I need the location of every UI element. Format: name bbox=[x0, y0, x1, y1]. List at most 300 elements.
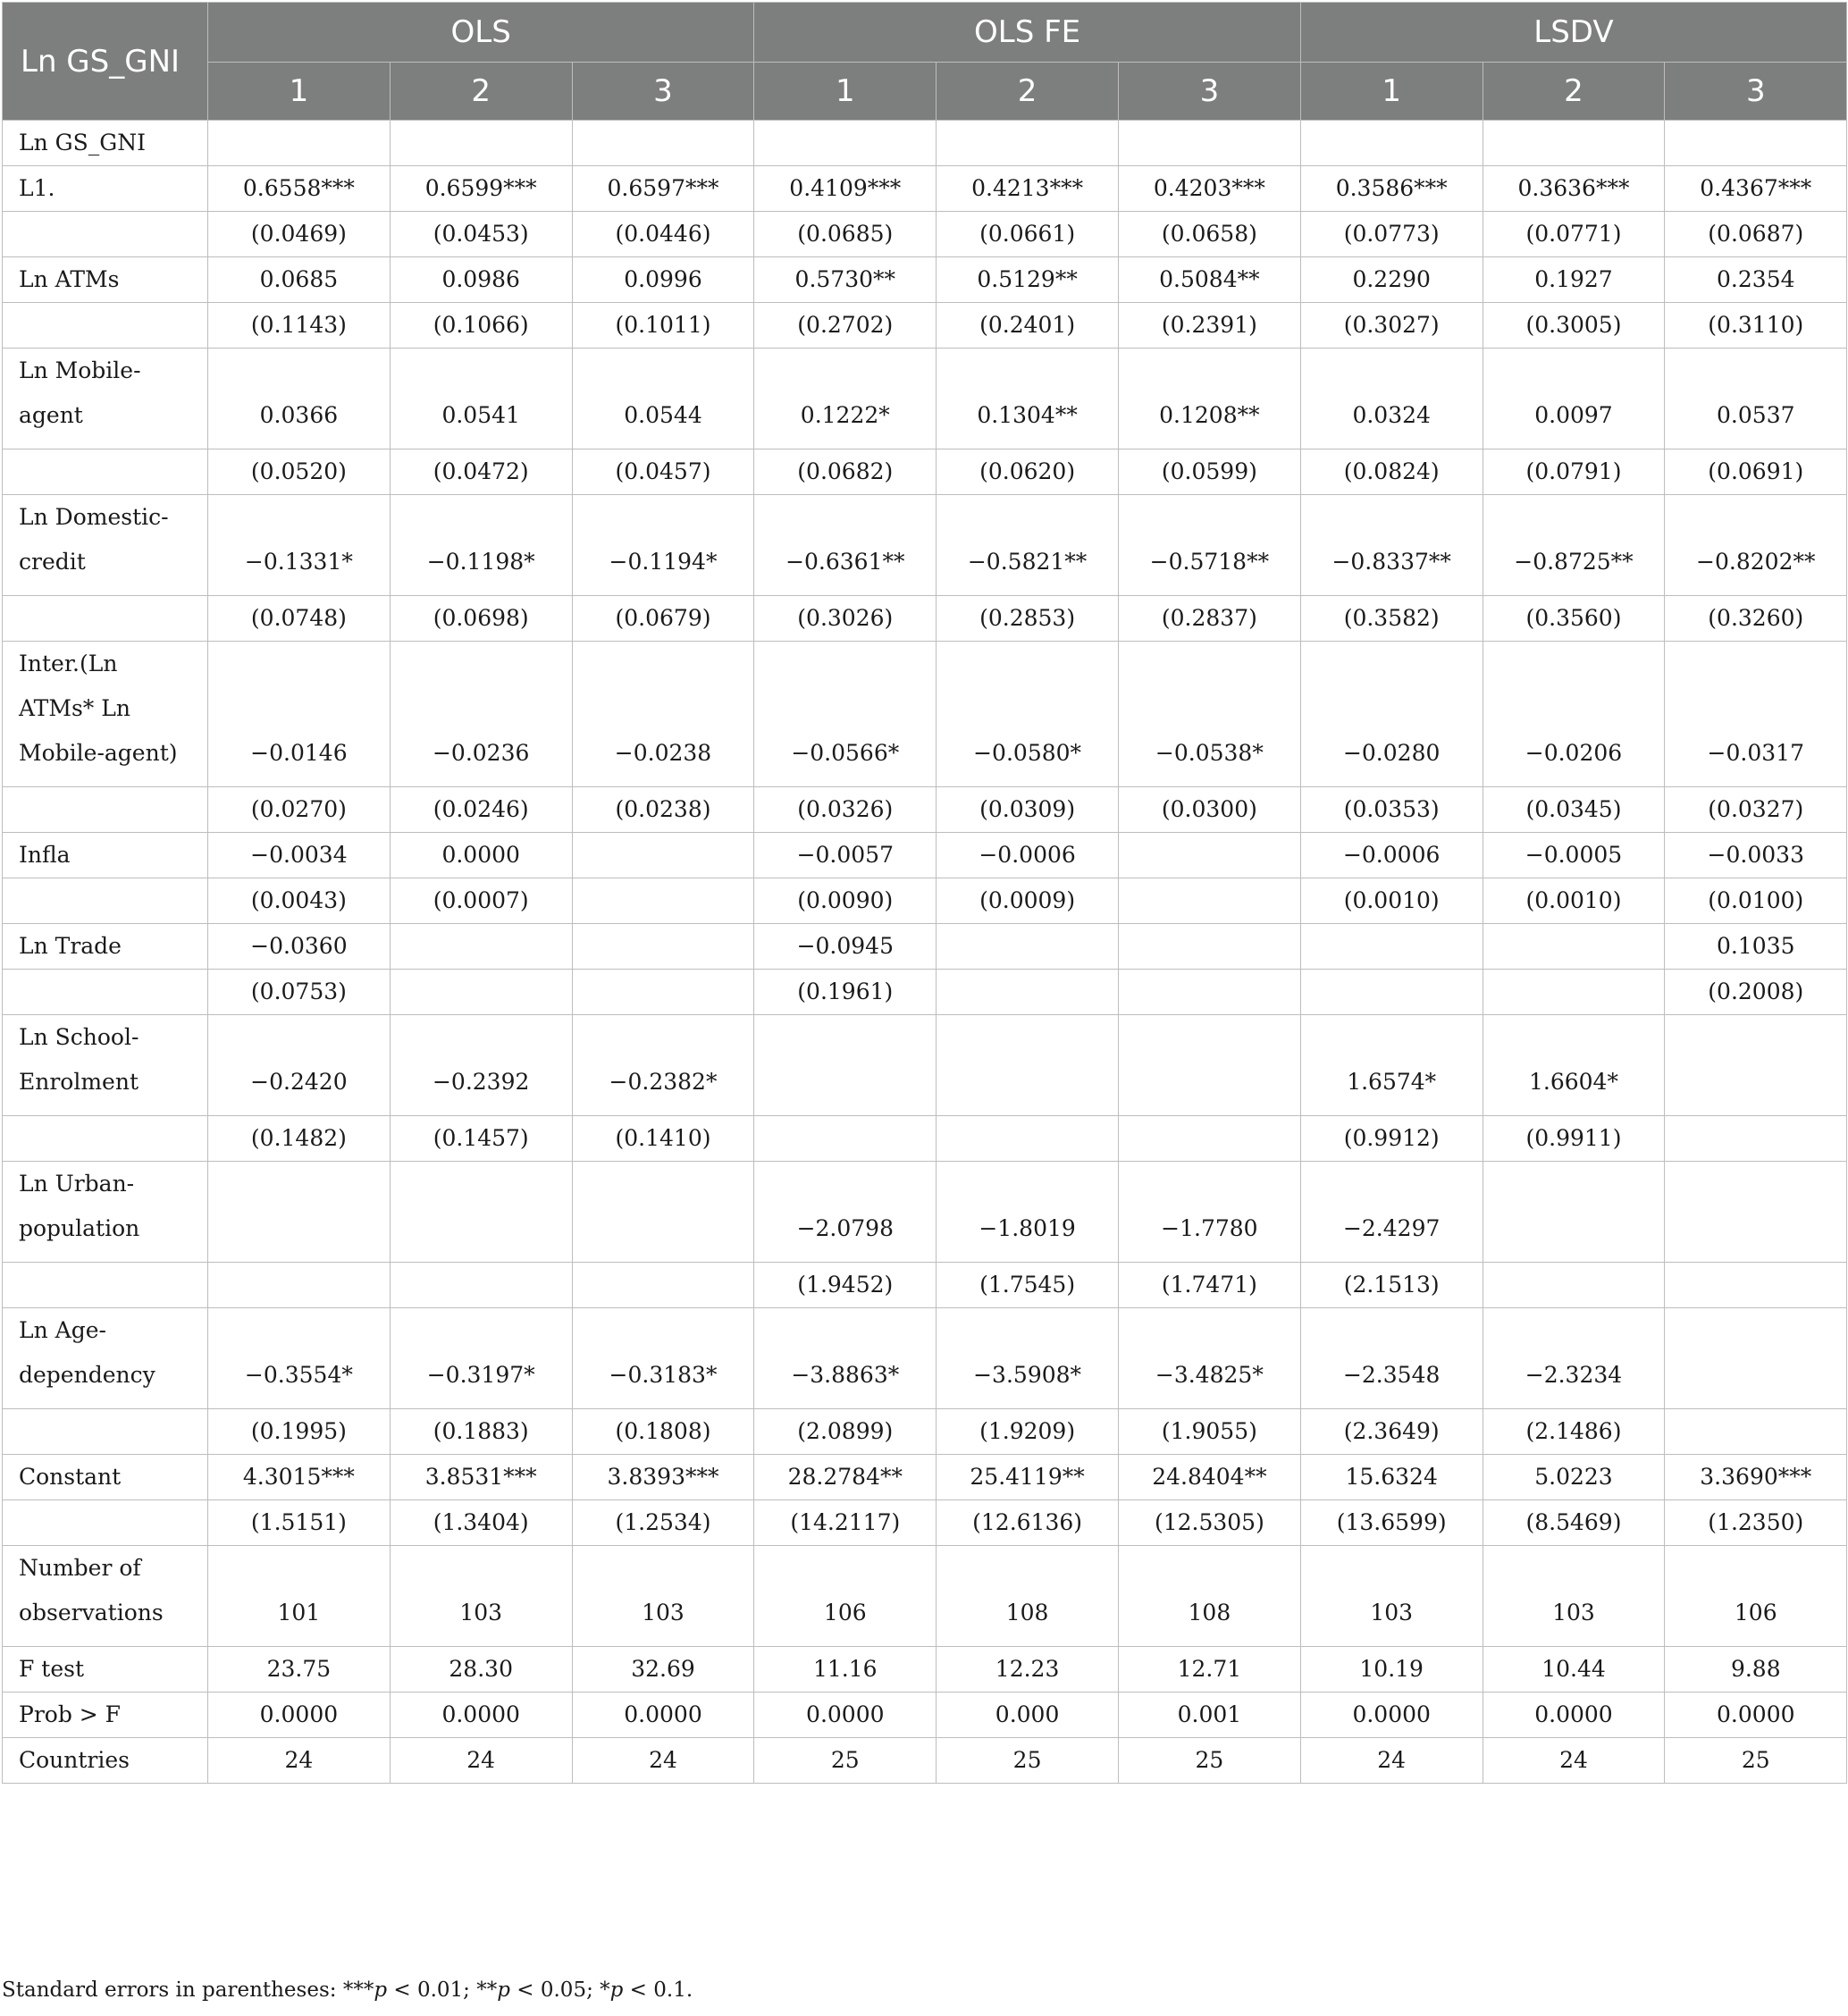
row-label bbox=[3, 303, 208, 349]
table-cell: 0.0996 bbox=[572, 257, 754, 303]
table-cell: 0.3636*** bbox=[1483, 166, 1665, 212]
table-row bbox=[3, 257, 1847, 303]
table-cell bbox=[390, 970, 572, 1015]
table-cell bbox=[1483, 924, 1665, 970]
table-row bbox=[3, 787, 1847, 833]
header-row-groups bbox=[3, 3, 1847, 63]
table-cell bbox=[572, 878, 754, 924]
table-cell: 0.1208** bbox=[1118, 349, 1300, 449]
table-cell: −0.0006 bbox=[1300, 833, 1483, 878]
table-cell bbox=[390, 121, 572, 166]
table-cell: 103 bbox=[572, 1546, 754, 1647]
table-cell bbox=[572, 1162, 754, 1263]
table-cell: (0.2008) bbox=[1665, 970, 1847, 1015]
table-cell: (0.0327) bbox=[1665, 787, 1847, 833]
table-cell: 0.0000 bbox=[1483, 1693, 1665, 1738]
table-cell: 0.1304** bbox=[937, 349, 1119, 449]
table-row bbox=[3, 212, 1847, 257]
row-label: Ln Domestic- credit bbox=[3, 495, 208, 596]
table-cell: 0.0541 bbox=[390, 349, 572, 449]
table-row bbox=[3, 878, 1847, 924]
row-label: Ln Age- dependency bbox=[3, 1308, 208, 1409]
table-row bbox=[3, 924, 1847, 970]
row-label: Ln Mobile- agent bbox=[3, 349, 208, 449]
table-cell bbox=[572, 121, 754, 166]
table-cell: −0.5718** bbox=[1118, 495, 1300, 596]
table-cell: 0.2354 bbox=[1665, 257, 1847, 303]
table-cell bbox=[1483, 1162, 1665, 1263]
table-cell: (1.2350) bbox=[1665, 1500, 1847, 1546]
table-cell: (0.0599) bbox=[1118, 449, 1300, 495]
table-row bbox=[3, 166, 1847, 212]
table-cell: 0.4367*** bbox=[1665, 166, 1847, 212]
table-row bbox=[3, 596, 1847, 642]
table-cell: (0.0309) bbox=[937, 787, 1119, 833]
table-cell bbox=[1665, 121, 1847, 166]
table-cell: 0.0537 bbox=[1665, 349, 1847, 449]
table-cell: 24 bbox=[208, 1738, 391, 1784]
table-cell: (0.0238) bbox=[572, 787, 754, 833]
table-cell: (0.0658) bbox=[1118, 212, 1300, 257]
table-cell: 24 bbox=[390, 1738, 572, 1784]
table-cell bbox=[1118, 924, 1300, 970]
table-cell: (0.1482) bbox=[208, 1116, 391, 1162]
table-cell: 101 bbox=[208, 1546, 391, 1647]
table-cell: −0.2382* bbox=[572, 1015, 754, 1116]
table-cell: 0.0000 bbox=[754, 1693, 937, 1738]
table-cell: (0.3582) bbox=[1300, 596, 1483, 642]
table-cell: (2.0899) bbox=[754, 1409, 937, 1455]
table-cell: 0.0000 bbox=[390, 833, 572, 878]
table-cell: (0.0457) bbox=[572, 449, 754, 495]
table-cell: 0.6597*** bbox=[572, 166, 754, 212]
table-cell: 106 bbox=[754, 1546, 937, 1647]
table-cell bbox=[1118, 1116, 1300, 1162]
row-label: Number of observations bbox=[3, 1546, 208, 1647]
table-cell bbox=[1665, 1015, 1847, 1116]
table-row bbox=[3, 449, 1847, 495]
header-column: 3 bbox=[1665, 63, 1847, 121]
table-cell: 108 bbox=[1118, 1546, 1300, 1647]
table-cell: 0.0685 bbox=[208, 257, 391, 303]
row-label bbox=[3, 1409, 208, 1455]
row-label bbox=[3, 878, 208, 924]
row-label bbox=[3, 596, 208, 642]
table-cell: (1.5151) bbox=[208, 1500, 391, 1546]
table-cell: −3.8863* bbox=[754, 1308, 937, 1409]
table-cell: (0.1961) bbox=[754, 970, 937, 1015]
table-cell: (0.0698) bbox=[390, 596, 572, 642]
table-cell: −0.0006 bbox=[937, 833, 1119, 878]
table-cell: (1.3404) bbox=[390, 1500, 572, 1546]
table-cell: 24 bbox=[1300, 1738, 1483, 1784]
table-cell: −1.8019 bbox=[937, 1162, 1119, 1263]
table-cell: (0.2837) bbox=[1118, 596, 1300, 642]
row-label bbox=[3, 1500, 208, 1546]
table-cell: 0.5084** bbox=[1118, 257, 1300, 303]
table-cell: −0.0280 bbox=[1300, 642, 1483, 787]
table-cell bbox=[754, 1116, 937, 1162]
table-cell: (0.0090) bbox=[754, 878, 937, 924]
row-label bbox=[3, 449, 208, 495]
table-cell bbox=[1665, 1116, 1847, 1162]
table-cell: 0.0000 bbox=[208, 1693, 391, 1738]
table-cell bbox=[937, 970, 1119, 1015]
table-row bbox=[3, 642, 1847, 787]
table-cell bbox=[1483, 121, 1665, 166]
row-label: L1. bbox=[3, 166, 208, 212]
table-cell: 28.30 bbox=[390, 1647, 572, 1693]
table-cell: 0.4203*** bbox=[1118, 166, 1300, 212]
table-cell bbox=[1300, 970, 1483, 1015]
table-cell: (0.1066) bbox=[390, 303, 572, 349]
header-column: 2 bbox=[390, 63, 572, 121]
table-cell: (0.0520) bbox=[208, 449, 391, 495]
table-cell: 25.4119** bbox=[937, 1455, 1119, 1500]
row-label bbox=[3, 970, 208, 1015]
table-cell: (0.1808) bbox=[572, 1409, 754, 1455]
table-cell: −0.0238 bbox=[572, 642, 754, 787]
table-cell: 32.69 bbox=[572, 1647, 754, 1693]
table-cell bbox=[572, 970, 754, 1015]
table-row bbox=[3, 349, 1847, 449]
table-cell: (0.3110) bbox=[1665, 303, 1847, 349]
table-row bbox=[3, 833, 1847, 878]
table-cell: 4.3015*** bbox=[208, 1455, 391, 1500]
table-cell bbox=[1118, 970, 1300, 1015]
footnote-p: p bbox=[497, 1978, 510, 2002]
table-cell: 11.16 bbox=[754, 1647, 937, 1693]
table-cell: 0.1035 bbox=[1665, 924, 1847, 970]
table-cell: (0.0682) bbox=[754, 449, 937, 495]
table-cell: −2.0798 bbox=[754, 1162, 937, 1263]
table-cell: 0.5129** bbox=[937, 257, 1119, 303]
table-cell bbox=[1483, 1263, 1665, 1308]
table-cell: 3.3690*** bbox=[1665, 1455, 1847, 1500]
table-cell: −0.0236 bbox=[390, 642, 572, 787]
table-row bbox=[3, 495, 1847, 596]
table-cell: 0.0000 bbox=[390, 1693, 572, 1738]
table-cell: 25 bbox=[1118, 1738, 1300, 1784]
table-cell: 28.2784** bbox=[754, 1455, 937, 1500]
table-cell: (1.7471) bbox=[1118, 1263, 1300, 1308]
table-cell: −0.0317 bbox=[1665, 642, 1847, 787]
table-cell: −0.0360 bbox=[208, 924, 391, 970]
table-cell: 0.1222* bbox=[754, 349, 937, 449]
table-cell: −0.8725** bbox=[1483, 495, 1665, 596]
row-label: Prob > F bbox=[3, 1693, 208, 1738]
table-cell: (0.0824) bbox=[1300, 449, 1483, 495]
table-cell: (0.2702) bbox=[754, 303, 937, 349]
table-cell: (0.0100) bbox=[1665, 878, 1847, 924]
table-cell: (0.3026) bbox=[754, 596, 937, 642]
footnote-lead: Standard errors in parentheses: *** bbox=[2, 1978, 374, 2002]
table-cell: (0.0679) bbox=[572, 596, 754, 642]
row-label bbox=[3, 787, 208, 833]
table-cell: (0.0246) bbox=[390, 787, 572, 833]
table-cell: (2.1513) bbox=[1300, 1263, 1483, 1308]
table-cell: 103 bbox=[1483, 1546, 1665, 1647]
table-cell: (0.0687) bbox=[1665, 212, 1847, 257]
table-cell bbox=[208, 1162, 391, 1263]
table-cell: (0.9911) bbox=[1483, 1116, 1665, 1162]
table-cell: −3.4825* bbox=[1118, 1308, 1300, 1409]
table-cell: (1.2534) bbox=[572, 1500, 754, 1546]
table-cell: (12.6136) bbox=[937, 1500, 1119, 1546]
table-cell bbox=[937, 1015, 1119, 1116]
table-cell: −0.0146 bbox=[208, 642, 391, 787]
table-cell: 0.0986 bbox=[390, 257, 572, 303]
table-cell: (0.0007) bbox=[390, 878, 572, 924]
table-cell bbox=[572, 833, 754, 878]
table-cell: (0.0753) bbox=[208, 970, 391, 1015]
row-label bbox=[3, 1263, 208, 1308]
table-cell: 1.6604* bbox=[1483, 1015, 1665, 1116]
table-cell: 0.000 bbox=[937, 1693, 1119, 1738]
table-cell: −3.5908* bbox=[937, 1308, 1119, 1409]
table-cell: −0.3183* bbox=[572, 1308, 754, 1409]
table-cell: −0.1331* bbox=[208, 495, 391, 596]
table-cell: 103 bbox=[1300, 1546, 1483, 1647]
table-cell: 0.1927 bbox=[1483, 257, 1665, 303]
table-cell: 0.5730** bbox=[754, 257, 937, 303]
table-cell: (0.0326) bbox=[754, 787, 937, 833]
table-cell: (0.0469) bbox=[208, 212, 391, 257]
table-cell bbox=[572, 1263, 754, 1308]
table-cell: (0.0345) bbox=[1483, 787, 1665, 833]
table-cell: 0.0000 bbox=[572, 1693, 754, 1738]
table-cell: −0.8337** bbox=[1300, 495, 1483, 596]
table-cell: 0.0324 bbox=[1300, 349, 1483, 449]
table-cell bbox=[208, 121, 391, 166]
table-cell: 103 bbox=[390, 1546, 572, 1647]
table-cell bbox=[1665, 1409, 1847, 1455]
table-cell: (0.2401) bbox=[937, 303, 1119, 349]
row-label: Inter.(Ln ATMs* Ln Mobile-agent) bbox=[3, 642, 208, 787]
table-cell: (0.0773) bbox=[1300, 212, 1483, 257]
table-cell: 24 bbox=[572, 1738, 754, 1784]
row-label: Countries bbox=[3, 1738, 208, 1784]
table-cell: −0.3554* bbox=[208, 1308, 391, 1409]
table-cell: (0.0685) bbox=[754, 212, 937, 257]
table-cell: −2.3234 bbox=[1483, 1308, 1665, 1409]
table-cell bbox=[1665, 1162, 1847, 1263]
table-cell: −0.2420 bbox=[208, 1015, 391, 1116]
row-label bbox=[3, 1116, 208, 1162]
footnote-p: p bbox=[374, 1978, 388, 2002]
table-cell: (0.0353) bbox=[1300, 787, 1483, 833]
table-cell: (0.0010) bbox=[1300, 878, 1483, 924]
table-cell: 0.0366 bbox=[208, 349, 391, 449]
table-cell bbox=[1118, 121, 1300, 166]
table-cell: 5.0223 bbox=[1483, 1455, 1665, 1500]
table-row bbox=[3, 1263, 1847, 1308]
table-cell: −0.6361** bbox=[754, 495, 937, 596]
table-row bbox=[3, 1647, 1847, 1693]
table-cell: −0.0005 bbox=[1483, 833, 1665, 878]
table-cell bbox=[937, 924, 1119, 970]
table-cell: −0.0206 bbox=[1483, 642, 1665, 787]
table-cell: (0.0691) bbox=[1665, 449, 1847, 495]
table-cell: 0.6558*** bbox=[208, 166, 391, 212]
row-label: Infla bbox=[3, 833, 208, 878]
header-row-columns bbox=[3, 63, 1847, 121]
header-column: 2 bbox=[937, 63, 1119, 121]
table-cell: 0.3586*** bbox=[1300, 166, 1483, 212]
table-cell bbox=[754, 121, 937, 166]
table-cell: 12.23 bbox=[937, 1647, 1119, 1693]
table-cell bbox=[390, 924, 572, 970]
table-cell: 3.8393*** bbox=[572, 1455, 754, 1500]
table-cell: (0.3027) bbox=[1300, 303, 1483, 349]
table-row bbox=[3, 1308, 1847, 1409]
table-row bbox=[3, 1693, 1847, 1738]
table-cell: (0.1883) bbox=[390, 1409, 572, 1455]
table-cell: −0.8202** bbox=[1665, 495, 1847, 596]
table-cell: (0.0661) bbox=[937, 212, 1119, 257]
regression-table-container bbox=[2, 2, 1846, 1784]
header-stub: Ln GS_GNI bbox=[3, 3, 208, 121]
table-cell: (0.0270) bbox=[208, 787, 391, 833]
table-cell: 0.0000 bbox=[1665, 1693, 1847, 1738]
table-cell: (12.5305) bbox=[1118, 1500, 1300, 1546]
table-cell: (0.0771) bbox=[1483, 212, 1665, 257]
table-cell: −0.0945 bbox=[754, 924, 937, 970]
row-label: Ln ATMs bbox=[3, 257, 208, 303]
table-cell: −0.0566* bbox=[754, 642, 937, 787]
table-cell: 23.75 bbox=[208, 1647, 391, 1693]
row-label: Ln Urban- population bbox=[3, 1162, 208, 1263]
table-cell: (0.1011) bbox=[572, 303, 754, 349]
table-cell bbox=[937, 121, 1119, 166]
table-cell: −0.0580* bbox=[937, 642, 1119, 787]
header-column: 1 bbox=[754, 63, 937, 121]
table-cell bbox=[208, 1263, 391, 1308]
table-cell: 12.71 bbox=[1118, 1647, 1300, 1693]
table-cell: −0.2392 bbox=[390, 1015, 572, 1116]
table-cell: (8.5469) bbox=[1483, 1500, 1665, 1546]
table-cell: 0.2290 bbox=[1300, 257, 1483, 303]
table-cell: −0.3197* bbox=[390, 1308, 572, 1409]
table-cell: 108 bbox=[937, 1546, 1119, 1647]
table-cell: −0.1194* bbox=[572, 495, 754, 596]
table-cell: 15.6324 bbox=[1300, 1455, 1483, 1500]
table-cell: −0.0057 bbox=[754, 833, 937, 878]
table-cell: (2.3649) bbox=[1300, 1409, 1483, 1455]
table-cell: (0.3260) bbox=[1665, 596, 1847, 642]
table-footnote bbox=[2, 1978, 693, 2002]
footnote-text: < 0.1. bbox=[623, 1978, 693, 2002]
table-cell bbox=[1300, 924, 1483, 970]
table-cell: (2.1486) bbox=[1483, 1409, 1665, 1455]
table-cell bbox=[1118, 878, 1300, 924]
table-cell: (0.2853) bbox=[937, 596, 1119, 642]
table-cell: 0.0000 bbox=[1300, 1693, 1483, 1738]
table-cell bbox=[1483, 970, 1665, 1015]
table-cell: 0.4109*** bbox=[754, 166, 937, 212]
footnote-text: < 0.01; ** bbox=[387, 1978, 498, 2002]
table-cell: (0.0472) bbox=[390, 449, 572, 495]
table-cell: −0.0034 bbox=[208, 833, 391, 878]
table-cell bbox=[1665, 1308, 1847, 1409]
table-cell: 25 bbox=[754, 1738, 937, 1784]
row-label: Constant bbox=[3, 1455, 208, 1500]
table-cell: 24 bbox=[1483, 1738, 1665, 1784]
table-cell bbox=[390, 1162, 572, 1263]
table-cell: (0.0791) bbox=[1483, 449, 1665, 495]
footnote-p: p bbox=[609, 1978, 624, 2002]
row-label: Ln GS_GNI bbox=[3, 121, 208, 166]
table-cell: 10.44 bbox=[1483, 1647, 1665, 1693]
table-row bbox=[3, 1546, 1847, 1647]
table-cell: 9.88 bbox=[1665, 1647, 1847, 1693]
table-cell: (14.2117) bbox=[754, 1500, 937, 1546]
table-cell: −0.5821** bbox=[937, 495, 1119, 596]
table-cell: (0.0009) bbox=[937, 878, 1119, 924]
table-row bbox=[3, 970, 1847, 1015]
table-cell: (0.9912) bbox=[1300, 1116, 1483, 1162]
table-cell: 1.6574* bbox=[1300, 1015, 1483, 1116]
table-cell: 0.4213*** bbox=[937, 166, 1119, 212]
row-label: Ln School- Enrolment bbox=[3, 1015, 208, 1116]
header-column: 3 bbox=[572, 63, 754, 121]
footnote-text: < 0.05; * bbox=[509, 1978, 610, 2002]
table-cell bbox=[572, 924, 754, 970]
header-column: 1 bbox=[208, 63, 391, 121]
table-cell: 106 bbox=[1665, 1546, 1847, 1647]
table-row bbox=[3, 1738, 1847, 1784]
header-column: 3 bbox=[1118, 63, 1300, 121]
row-label bbox=[3, 212, 208, 257]
row-label: F test bbox=[3, 1647, 208, 1693]
table-cell: (1.7545) bbox=[937, 1263, 1119, 1308]
table-cell: 25 bbox=[1665, 1738, 1847, 1784]
table-cell: (13.6599) bbox=[1300, 1500, 1483, 1546]
table-cell: −0.1198* bbox=[390, 495, 572, 596]
header-column: 1 bbox=[1300, 63, 1483, 121]
table-cell: (0.1410) bbox=[572, 1116, 754, 1162]
table-row bbox=[3, 303, 1847, 349]
table-header bbox=[3, 3, 1847, 121]
table-cell: (0.1143) bbox=[208, 303, 391, 349]
table-cell bbox=[1300, 121, 1483, 166]
table-cell bbox=[1118, 833, 1300, 878]
table-cell: (0.1457) bbox=[390, 1116, 572, 1162]
table-cell: 0.001 bbox=[1118, 1693, 1300, 1738]
table-cell: 0.0097 bbox=[1483, 349, 1665, 449]
table-cell: (0.0300) bbox=[1118, 787, 1300, 833]
table-cell: −2.3548 bbox=[1300, 1308, 1483, 1409]
table-row bbox=[3, 1162, 1847, 1263]
header-group-ols-fe: OLS FE bbox=[754, 3, 1300, 63]
table-cell bbox=[390, 1263, 572, 1308]
table-cell bbox=[937, 1116, 1119, 1162]
table-cell: (0.0748) bbox=[208, 596, 391, 642]
table-cell: (0.0620) bbox=[937, 449, 1119, 495]
table-row bbox=[3, 121, 1847, 166]
table-cell: 24.8404** bbox=[1118, 1455, 1300, 1500]
table-cell: (0.0453) bbox=[390, 212, 572, 257]
table-cell: (1.9055) bbox=[1118, 1409, 1300, 1455]
row-label: Ln Trade bbox=[3, 924, 208, 970]
header-column: 2 bbox=[1483, 63, 1665, 121]
table-cell: −0.0033 bbox=[1665, 833, 1847, 878]
table-row bbox=[3, 1455, 1847, 1500]
table-row bbox=[3, 1500, 1847, 1546]
table-cell: (0.2391) bbox=[1118, 303, 1300, 349]
table-row bbox=[3, 1116, 1847, 1162]
header-group-lsdv: LSDV bbox=[1300, 3, 1846, 63]
